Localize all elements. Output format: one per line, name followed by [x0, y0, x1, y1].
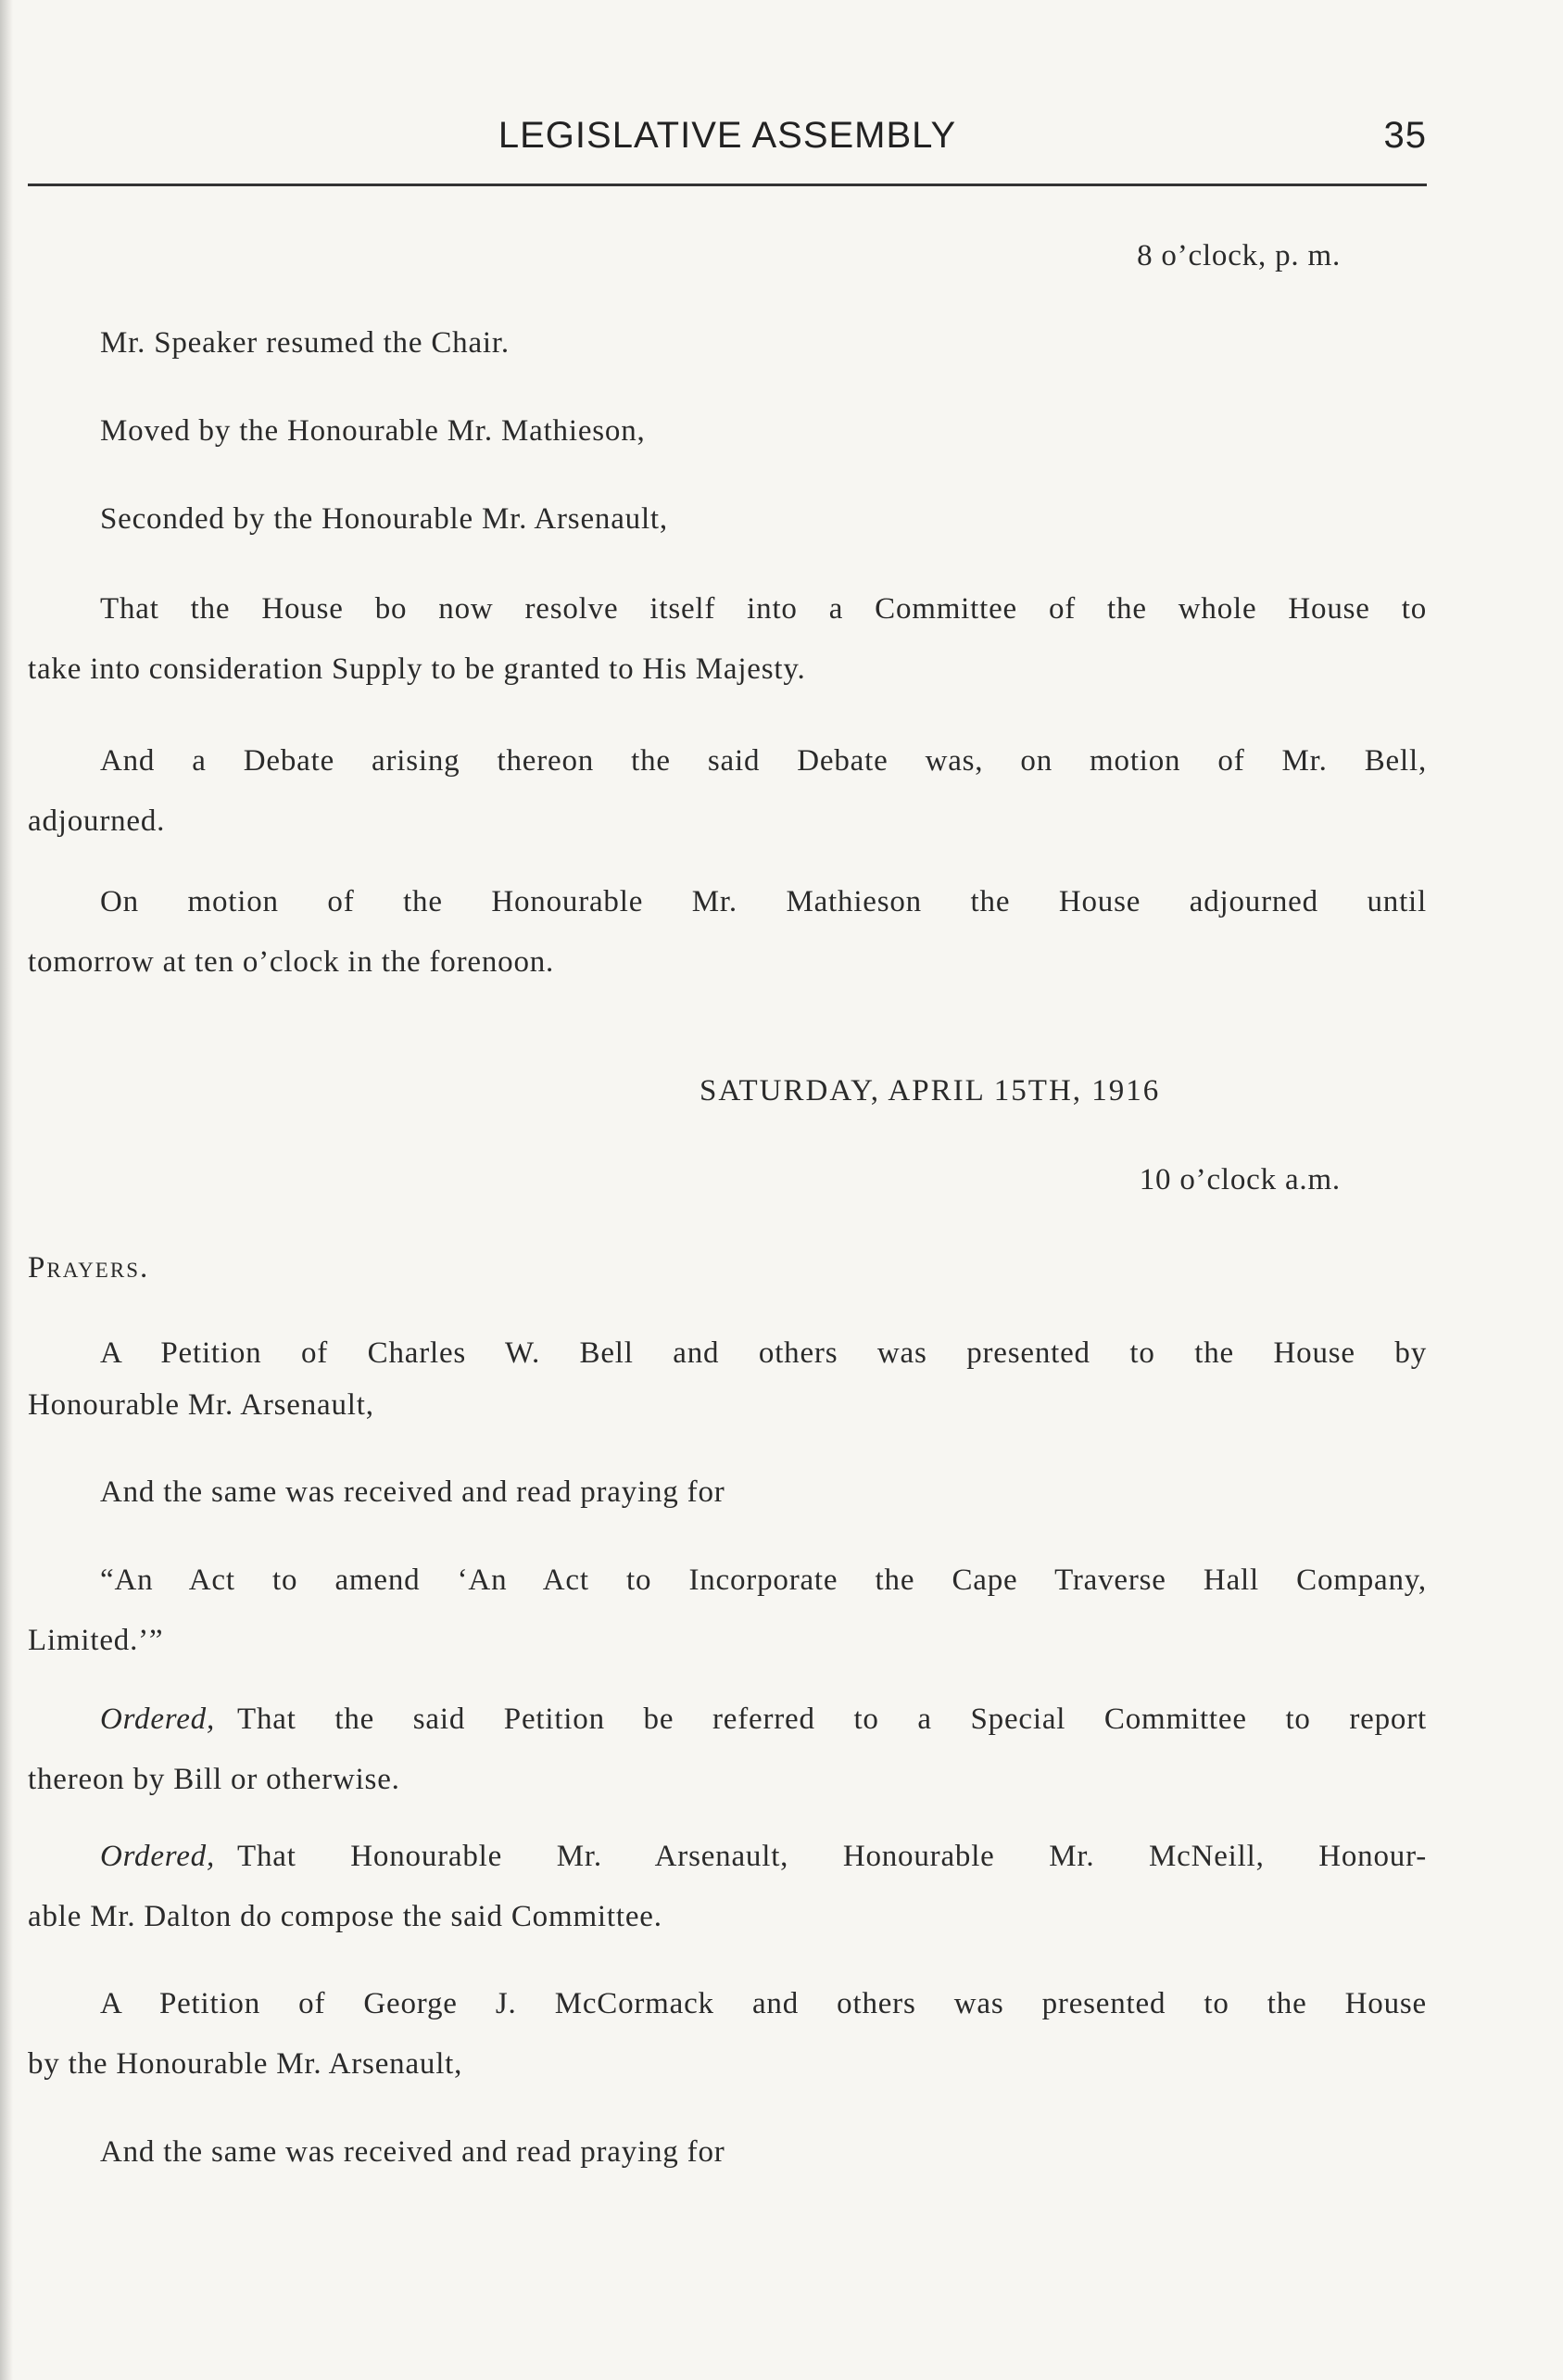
petition2-line-2: by the Honourable Mr. Arsenault, — [28, 2047, 463, 2081]
morning-time: 10 o’clock a.m. — [1139, 1163, 1341, 1196]
act1-line-1: “An Act to amend ‘An Act to Incorporate the Cape Traverse Hall Company, — [100, 1563, 1427, 1597]
prayers-heading: Prayers. — [28, 1251, 150, 1285]
adjourn-line-1: On motion of the Honourable Mr. Mathieson the House adjourned until — [100, 885, 1427, 918]
petition2-line-1: A Petition of George J. McCormack and others was presented to the House — [100, 1987, 1427, 2020]
adjourn-line-2: tomorrow at ten o’clock in the forenoon. — [28, 945, 555, 979]
motion-line-2: take into consideration Supply to be granted to His Majesty. — [28, 652, 806, 686]
ordered2-line-2: able Mr. Dalton do compose the said Committee. — [28, 1900, 662, 1933]
debate-line-1: And a Debate arising thereon the said Debate was, on motion of Mr. Bell, — [100, 744, 1427, 778]
evening-time: 8 o’clock, p. m. — [1137, 239, 1341, 272]
ordered1-label: Ordered, — [100, 1703, 216, 1736]
page-header — [28, 109, 1427, 165]
act1-line-2: Limited.’” — [28, 1624, 164, 1657]
ordered2-line-1 — [100, 1838, 1427, 1875]
petition1-line-2: Honourable Mr. Arsenault, — [28, 1388, 374, 1422]
ordered1-line-1 — [100, 1701, 1427, 1738]
ordered1-text: That the said Petition be referred to a Special Committee to report — [237, 1703, 1427, 1736]
date-heading: SATURDAY, APRIL 15TH, 1916 — [700, 1074, 1161, 1108]
page-edge-shadow — [0, 0, 13, 2380]
ordered2-label: Ordered, — [100, 1840, 216, 1873]
header-rule — [28, 184, 1427, 186]
received-line-1: And the same was received and read praying for — [100, 1475, 725, 1509]
page-number: 35 — [1383, 115, 1427, 156]
running-title: LEGISLATIVE ASSEMBLY — [498, 115, 957, 156]
ordered2-text: That Honourable Mr. Arsenault, Honourable Mr. McNeill, Honour- — [237, 1840, 1427, 1873]
moved-by-line: Moved by the Honourable Mr. Mathieson, — [100, 414, 646, 448]
received-line-2: And the same was received and read praying for — [100, 2135, 725, 2169]
seconded-by-line: Seconded by the Honourable Mr. Arsenault, — [100, 502, 668, 536]
debate-line-2: adjourned. — [28, 804, 166, 838]
motion-line-1: That the House bo now resolve itself into a Committee of the whole House to — [100, 592, 1427, 626]
ordered1-line-2: thereon by Bill or otherwise. — [28, 1763, 400, 1796]
petition1-line-1: A Petition of Charles W. Bell and others was presented to the House by — [100, 1336, 1427, 1370]
speaker-resumed-line: Mr. Speaker resumed the Chair. — [100, 326, 510, 360]
